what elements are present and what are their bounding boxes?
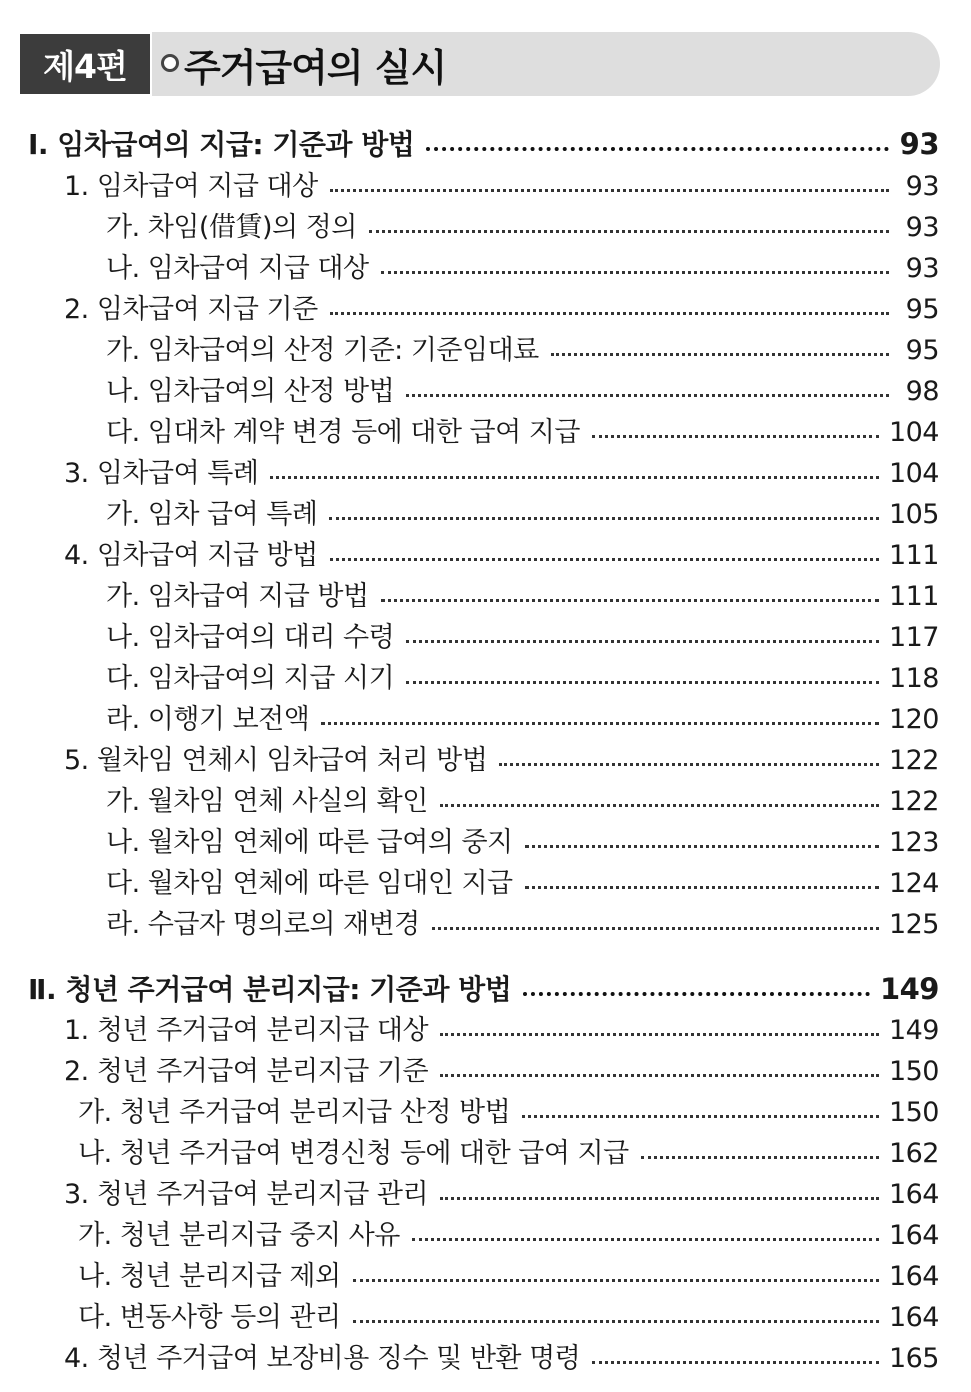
toc-entry-label: 나. 월차임 연체에 따른 급여의 중지 [106,827,513,858]
dot-leader [381,599,879,602]
dot-leader [432,927,879,930]
toc-entry-row[interactable] [106,699,939,740]
toc-entry-row[interactable] [78,1256,939,1297]
toc-entry-row[interactable] [106,822,939,863]
toc-entry-label: 나. 임차급여의 대리 수령 [106,622,395,653]
toc-entry-label: 2. 임차급여 지급 기준 [64,294,318,325]
toc-entry-row[interactable] [106,248,939,289]
toc-entry-row[interactable] [64,1174,939,1215]
toc-page-number: 149 [888,1015,939,1046]
toc-entry-row[interactable] [64,1338,939,1379]
toc-page-number: 118 [888,663,939,694]
toc-entry-label: 가. 청년 분리지급 중지 사유 [78,1220,400,1251]
toc-entry-row[interactable] [106,412,939,453]
dot-leader [330,189,889,192]
toc-page-number: 105 [888,499,939,530]
dot-leader [353,1320,879,1323]
toc-entry-label: 다. 임차급여의 지급 시기 [106,663,395,694]
part-header [20,32,940,96]
toc-entry-label: 3. 청년 주거급여 분리지급 관리 [64,1179,429,1210]
toc-entry-row[interactable] [64,740,939,781]
dot-leader [499,763,879,766]
toc-page-number: 164 [888,1261,939,1292]
toc-entry-row[interactable] [64,453,939,494]
toc-page-number: 164 [888,1220,939,1251]
dot-leader [440,1197,879,1200]
toc-page-number: 117 [888,622,939,653]
toc-entry-label: 4. 임차급여 지급 방법 [64,540,318,571]
dot-leader [440,1074,879,1077]
toc-entry-row[interactable] [106,576,939,617]
toc-entry-row[interactable] [78,1133,939,1174]
dot-leader [330,312,889,315]
toc-page-number: 93 [905,253,939,284]
toc-entry-row[interactable] [106,330,939,371]
toc-entry-label: 나. 청년 분리지급 제외 [78,1261,341,1292]
toc-page-number: 98 [905,376,939,407]
toc-page-number: 95 [905,294,939,325]
toc-entry-label: 가. 임차급여의 산정 기준: 기준임대료 [106,335,539,366]
dot-leader [522,1115,879,1118]
toc-entry-label: 가. 청년 주거급여 분리지급 산정 방법 [78,1097,511,1128]
toc-section-row[interactable] [28,124,939,165]
toc-page-number: 165 [888,1343,939,1374]
dot-leader [406,394,889,397]
dot-leader [412,1238,879,1241]
toc-entry-label: Ⅱ. 청년 주거급여 분리지급: 기준과 방법 [28,973,512,1006]
toc-entry-row[interactable] [106,904,939,945]
dot-leader [270,476,879,479]
toc-entry-label: 라. 이행기 보전액 [106,704,310,735]
toc-page-number: 150 [888,1097,939,1128]
circle-bullet-icon [161,54,179,72]
toc-page-number: 111 [888,540,939,571]
toc-entry-row[interactable] [64,1051,939,1092]
toc-entry-label: 4. 청년 주거급여 보장비용 징수 및 반환 명령 [64,1343,581,1374]
toc-page-number: 123 [888,827,939,858]
part-title: 주거급여의 실시 [184,45,447,90]
toc-entry-row[interactable] [106,617,939,658]
toc-page-number: 93 [905,171,939,202]
toc-entry-row[interactable] [106,781,939,822]
dot-leader [592,1361,879,1364]
toc-entry-row[interactable] [106,371,939,412]
toc-entry-label: 나. 임차급여의 산정 방법 [106,376,395,407]
toc-page-number: 162 [888,1138,939,1169]
toc-entry-row[interactable] [78,1092,939,1133]
dot-leader [406,640,879,643]
toc-page-number: 122 [888,786,939,817]
toc-page-number: 150 [888,1056,939,1087]
toc-entry-row[interactable] [78,1297,939,1338]
dot-leader [330,558,879,561]
toc-entry-label: 나. 임차급여 지급 대상 [106,253,369,284]
dot-leader [440,804,879,807]
toc-page-number: 93 [905,212,939,243]
toc-entry-row[interactable] [78,1215,939,1256]
toc-page-number: 124 [888,868,939,899]
toc-entry-label: 다. 월차임 연체에 따른 임대인 지급 [106,868,513,899]
toc-entry-label: Ⅰ. 임차급여의 지급: 기준과 방법 [28,128,415,161]
toc-entry-label: 2. 청년 주거급여 분리지급 기준 [64,1056,429,1087]
toc-entry-label: 1. 청년 주거급여 분리지급 대상 [64,1015,429,1046]
toc-page-number: 95 [905,335,939,366]
toc-entry-label: 다. 임대차 계약 변경 등에 대한 급여 지급 [106,417,580,448]
dot-leader [523,992,870,996]
dot-leader [353,1279,879,1282]
toc-entry-row[interactable] [64,1010,939,1051]
dot-leader [592,435,879,438]
toc-page-number: 122 [888,745,939,776]
toc-page-number: 120 [888,704,939,735]
toc-page-number: 111 [888,581,939,612]
toc-page-number: 164 [888,1302,939,1333]
dot-leader [551,353,889,356]
toc-entry-row[interactable] [64,535,939,576]
dot-leader [641,1156,879,1159]
toc-entry-label: 3. 임차급여 특례 [64,458,259,489]
dot-leader [329,517,879,520]
toc-section-row[interactable] [28,969,939,1010]
toc-page-number: 93 [899,127,939,161]
dot-leader [525,845,879,848]
toc-entry-row[interactable] [106,494,939,535]
toc-entry-row[interactable] [106,207,939,248]
toc-entry-label: 가. 임차급여 지급 방법 [106,581,369,612]
toc-page-number: 104 [888,458,939,489]
dot-leader [381,271,889,274]
toc-entry-row[interactable] [64,166,939,207]
toc-entry-label: 가. 월차임 연체 사실의 확인 [106,786,428,817]
toc-entry-label: 라. 수급자 명의로의 재변경 [106,909,420,940]
toc-entry-label: 5. 월차임 연체시 임차급여 처리 방법 [64,745,488,776]
toc-entry-label: 가. 임차 급여 특례 [106,499,318,530]
toc-page-number: 125 [888,909,939,940]
toc-entry-row[interactable] [64,289,939,330]
toc-entry-label: 가. 차임(借賃)의 정의 [106,212,357,243]
toc-page-number: 164 [888,1179,939,1210]
dot-leader [369,230,889,233]
toc-page-number: 104 [888,417,939,448]
dot-leader [440,1033,879,1036]
dot-leader [321,722,879,725]
toc-entry-label: 나. 청년 주거급여 변경신청 등에 대한 급여 지급 [78,1138,629,1169]
dot-leader [525,886,879,889]
dot-leader [426,147,889,151]
part-label: 제4편 [20,34,150,94]
toc-entry-label: 1. 임차급여 지급 대상 [64,171,318,202]
toc-entry-row[interactable] [106,658,939,699]
toc-entry-row[interactable] [106,863,939,904]
dot-leader [406,681,879,684]
toc-page-number: 149 [879,972,939,1006]
toc-entry-label: 다. 변동사항 등의 관리 [78,1302,341,1333]
